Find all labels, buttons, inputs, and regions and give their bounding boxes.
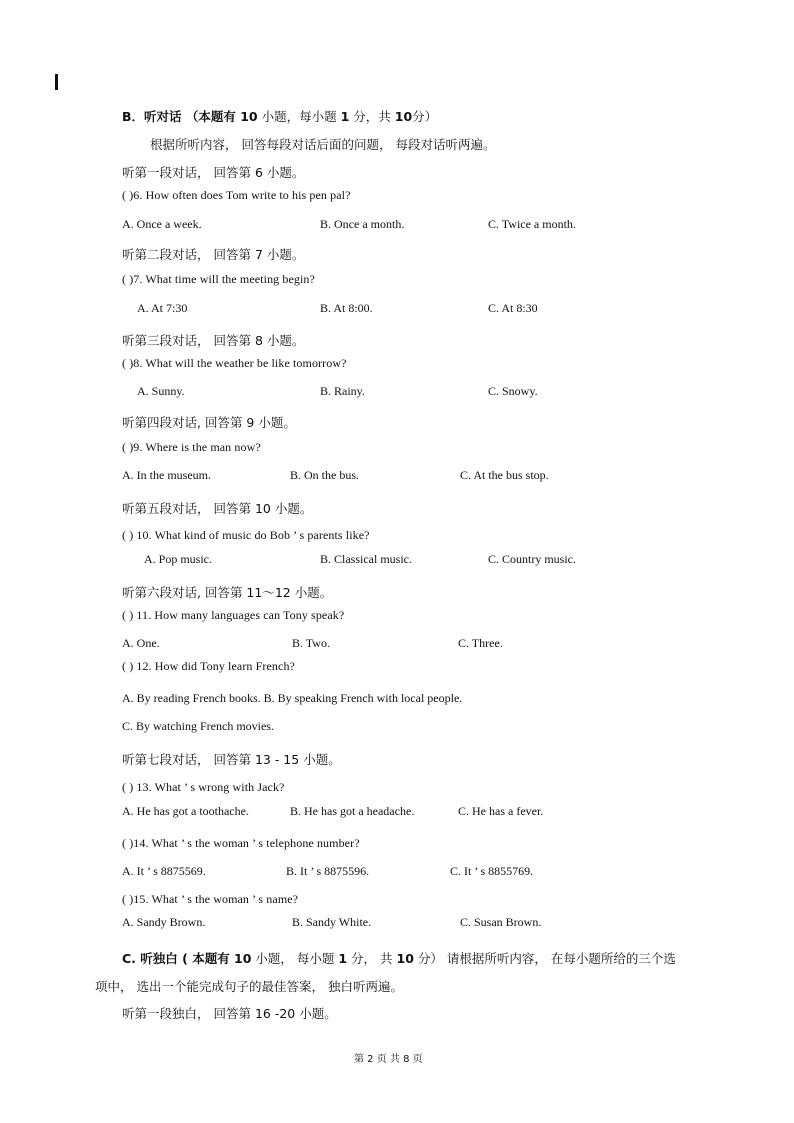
- group-label-1: 听第一段对话， 回答第 6 小题。: [122, 165, 305, 180]
- section-c-group-label: 听第一段独白， 回答第 16 -20 小题。: [122, 1006, 337, 1021]
- question-6: ( )6. How often does Tom write to his pen pal?: [122, 188, 351, 202]
- q8-option-c: C. Snowy.: [488, 384, 538, 398]
- question-8: ( )8. What will the weather be like tomorrow?: [122, 356, 347, 370]
- q7-option-b: B. At 8:00.: [320, 301, 373, 315]
- q9-option-b: B. On the bus.: [290, 468, 359, 482]
- q12-option-c: C. By watching French movies.: [122, 719, 274, 733]
- question-12: ( ) 12. How did Tony learn French?: [122, 659, 295, 673]
- q14-option-b: B. It ’ s 8875596.: [286, 864, 370, 878]
- question-15: ( )15. What ’ s the woman ’ s name?: [122, 892, 299, 906]
- q11-option-c: C. Three.: [458, 636, 503, 650]
- section-c-heading: C. 听独白 ( 本题有 10 小题， 每小题 1 分， 共 10 分） 请根据所听内容， 在每小题所给的三个选: [122, 951, 676, 966]
- q13-option-a: A. He has got a toothache.: [122, 804, 249, 818]
- q14-option-a: A. It ’ s 8875569.: [122, 864, 206, 878]
- question-14: ( )14. What ’ s the woman ’ s telephone number?: [122, 836, 360, 850]
- q7-option-a: A. At 7:30: [137, 301, 188, 315]
- question-13: ( ) 13. What ’ s wrong with Jack?: [122, 780, 285, 794]
- q9-option-c: C. At the bus stop.: [460, 468, 549, 482]
- q8-option-a: A. Sunny.: [137, 384, 185, 398]
- group-label-3: 听第三段对话， 回答第 8 小题。: [122, 333, 305, 348]
- section-b-instruction: 根据所听内容， 回答每段对话后面的问题， 每段对话听两遍。: [150, 137, 496, 152]
- q8-option-b: B. Rainy.: [320, 384, 365, 398]
- question-7: ( )7. What time will the meeting begin?: [122, 272, 315, 286]
- margin-marker: [55, 74, 58, 90]
- q11-option-b: B. Two.: [292, 636, 330, 650]
- q6-option-c: C. Twice a month.: [488, 217, 576, 231]
- section-b-heading: B．听对话 （本题有 10 小题，每小题 1 分，共 10分）: [122, 109, 438, 124]
- group-label-7: 听第七段对话， 回答第 13 - 15 小题。: [122, 752, 341, 767]
- q6-option-a: A. Once a week.: [122, 217, 202, 231]
- q13-option-c: C. He has a fever.: [458, 804, 544, 818]
- q13-option-b: B. He has got a headache.: [290, 804, 415, 818]
- question-10: ( ) 10. What kind of music do Bob ’ s parents like?: [122, 528, 370, 542]
- page-footer: 第 2 页 共 8 页: [354, 1054, 423, 1065]
- q12-options-ab: A. By reading French books. B. By speaking French with local people.: [122, 691, 463, 705]
- section-c-instruction: 项中， 选出一个能完成句子的最佳答案， 独白听两遍。: [95, 979, 403, 994]
- q10-option-b: B. Classical music.: [320, 552, 412, 566]
- q6-option-b: B. Once a month.: [320, 217, 405, 231]
- q10-option-c: C. Country music.: [488, 552, 577, 566]
- group-label-2: 听第二段对话， 回答第 7 小题。: [122, 247, 305, 262]
- group-label-6: 听第六段对话, 回答第 11～12 小题。: [122, 585, 333, 600]
- group-label-4: 听第四段对话, 回答第 9 小题。: [122, 415, 296, 430]
- q15-option-a: A. Sandy Brown.: [122, 915, 206, 929]
- q10-option-a: A. Pop music.: [144, 552, 213, 566]
- group-label-5: 听第五段对话， 回答第 10 小题。: [122, 501, 313, 516]
- q7-option-c: C. At 8:30: [488, 301, 538, 315]
- q15-option-c: C. Susan Brown.: [460, 915, 542, 929]
- question-9: ( )9. Where is the man now?: [122, 440, 261, 454]
- question-11: ( ) 11. How many languages can Tony speak?: [122, 608, 345, 622]
- q15-option-b: B. Sandy White.: [292, 915, 372, 929]
- q14-option-c: C. It ’ s 8855769.: [450, 864, 534, 878]
- q9-option-a: A. In the museum.: [122, 468, 211, 482]
- q11-option-a: A. One.: [122, 636, 160, 650]
